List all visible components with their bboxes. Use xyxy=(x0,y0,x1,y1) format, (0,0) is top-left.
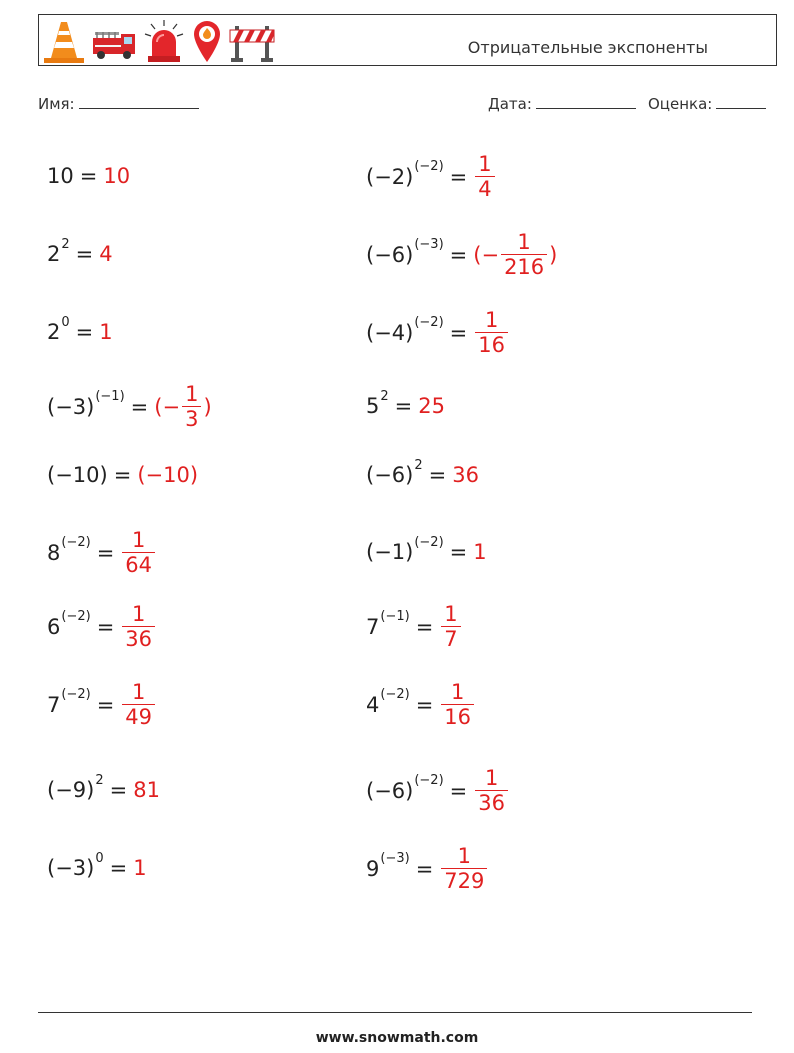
answer-fraction xyxy=(475,766,508,815)
answer-fraction xyxy=(182,382,201,431)
footer-divider xyxy=(38,1012,752,1013)
problem-left-8 xyxy=(47,680,157,729)
fraction-numerator: 1 xyxy=(444,602,458,626)
worksheet-header xyxy=(38,14,777,66)
problem-right-1 xyxy=(366,152,497,201)
siren-icon xyxy=(143,18,185,64)
equals-sign: = xyxy=(109,778,128,802)
equals-sign: = xyxy=(109,856,128,880)
answer-fraction xyxy=(122,528,155,577)
equals-sign: = xyxy=(415,692,434,717)
problem-right-3 xyxy=(366,308,510,357)
problem-answer xyxy=(120,602,157,651)
problem-exponent: (−2) xyxy=(61,687,91,702)
answer-fraction xyxy=(122,602,155,651)
problem-base: (−4) xyxy=(366,320,414,345)
grade-field xyxy=(648,94,766,113)
answer-value: 4 xyxy=(99,242,113,266)
fraction-denominator: 7 xyxy=(441,626,460,651)
problem-exponent: (−1) xyxy=(380,609,410,624)
problem-left-10 xyxy=(47,850,147,880)
equals-sign: = xyxy=(428,463,447,487)
fraction-denominator: 16 xyxy=(441,704,474,729)
problem-exponent: (−2) xyxy=(414,773,444,788)
equals-sign: = xyxy=(96,692,115,717)
answer-value: 25 xyxy=(418,394,445,418)
equals-sign: = xyxy=(394,394,413,418)
problem-answer xyxy=(473,230,557,279)
fraction-numerator: 1 xyxy=(185,382,199,406)
fraction-denominator: 729 xyxy=(441,868,487,893)
date-label: Дата: xyxy=(488,95,532,113)
problem-exponent: (−3) xyxy=(414,237,444,252)
answer-suffix: ) xyxy=(549,242,558,267)
problem-answer xyxy=(133,778,160,802)
answer-value: 1 xyxy=(99,320,113,344)
fraction-denominator: 49 xyxy=(122,704,155,729)
answer-prefix: (− xyxy=(154,394,181,419)
problem-base: 5 xyxy=(366,394,380,418)
fire-location-pin-icon xyxy=(191,18,223,64)
fraction-denominator: 216 xyxy=(501,254,547,279)
fraction-numerator: 1 xyxy=(484,308,499,332)
problem-exponent: (−2) xyxy=(380,687,410,702)
problem-answer xyxy=(473,152,496,201)
equals-sign: = xyxy=(75,242,94,266)
answer-fraction xyxy=(441,844,487,893)
problem-exponent: (−3) xyxy=(380,851,410,866)
fraction-numerator: 1 xyxy=(517,230,531,254)
grade-blank-line[interactable] xyxy=(716,94,766,109)
problem-base: (−6) xyxy=(366,778,414,803)
problem-base: (−3) xyxy=(47,856,95,880)
fraction-numerator: 1 xyxy=(131,602,146,626)
problem-left-7 xyxy=(47,602,157,651)
problem-answer xyxy=(120,528,157,577)
problem-answer xyxy=(439,602,462,651)
problem-exponent: (−2) xyxy=(61,609,91,624)
problem-left-4 xyxy=(47,382,212,431)
problem-right-4 xyxy=(366,388,445,418)
equals-sign: = xyxy=(79,164,98,188)
fraction-numerator: 1 xyxy=(478,152,492,176)
problem-right-10 xyxy=(366,844,489,893)
answer-fraction xyxy=(501,230,547,279)
problem-base: 2 xyxy=(47,242,61,266)
answer-value: 1 xyxy=(133,856,147,880)
answer-fraction xyxy=(441,680,474,729)
problem-exponent: (−2) xyxy=(414,534,444,550)
name-field xyxy=(38,94,199,113)
problem-answer xyxy=(120,680,157,729)
problem-base: (−6) xyxy=(366,463,414,487)
problem-right-7 xyxy=(366,602,463,651)
fraction-denominator: 16 xyxy=(475,332,508,357)
problem-exponent: (−2) xyxy=(414,159,444,174)
problem-base: 7 xyxy=(366,614,380,639)
problem-answer xyxy=(439,844,489,893)
grade-label: Оценка: xyxy=(648,95,713,113)
fraction-numerator: 1 xyxy=(457,844,472,868)
fraction-numerator: 1 xyxy=(131,528,146,552)
equals-sign: = xyxy=(96,614,115,639)
equals-sign: = xyxy=(449,540,468,564)
answer-value: 10 xyxy=(103,164,131,188)
road-barrier-icon xyxy=(229,18,275,64)
name-label: Имя: xyxy=(38,95,75,113)
problem-right-2 xyxy=(366,230,557,279)
answer-fraction xyxy=(475,308,508,357)
problem-answer xyxy=(133,856,146,880)
fraction-numerator: 1 xyxy=(131,680,146,704)
problem-base: (−10) xyxy=(47,463,108,487)
equals-sign: = xyxy=(449,242,468,267)
date-field xyxy=(488,94,636,113)
answer-suffix: ) xyxy=(203,394,212,419)
answer-value: 36 xyxy=(452,463,479,487)
problem-base: (−1) xyxy=(366,540,414,564)
problem-exponent: 2 xyxy=(414,457,423,473)
problem-left-2 xyxy=(47,236,113,266)
fire-truck-icon xyxy=(91,18,137,64)
problem-right-5 xyxy=(366,457,479,487)
problem-answer xyxy=(99,320,112,344)
date-blank-line[interactable] xyxy=(536,94,636,109)
problem-base: (−6) xyxy=(366,242,414,267)
answer-fraction xyxy=(441,602,460,651)
problem-answer xyxy=(103,164,130,188)
problem-exponent: (−2) xyxy=(61,535,91,550)
problem-base: 7 xyxy=(47,692,61,717)
problem-left-9 xyxy=(47,772,160,802)
fraction-numerator: 1 xyxy=(450,680,465,704)
problem-right-9 xyxy=(366,766,510,815)
problem-base: 9 xyxy=(366,856,380,881)
problem-left-3 xyxy=(47,314,113,344)
problem-base: (−3) xyxy=(47,394,95,419)
equals-sign: = xyxy=(130,394,149,419)
fraction-denominator: 64 xyxy=(122,552,155,577)
problem-answer xyxy=(473,308,510,357)
traffic-cone-icon xyxy=(43,18,85,64)
problem-answer xyxy=(452,463,479,487)
problem-exponent: 0 xyxy=(61,314,70,330)
worksheet-title: Отрицательные экспоненты xyxy=(467,38,708,57)
equals-sign: = xyxy=(415,856,434,881)
problem-exponent: 2 xyxy=(61,236,70,252)
problem-exponent: (−2) xyxy=(414,315,444,330)
problem-exponent: 2 xyxy=(95,772,104,788)
answer-fraction xyxy=(122,680,155,729)
equals-sign: = xyxy=(113,463,132,487)
equals-sign: = xyxy=(75,320,94,344)
problem-answer xyxy=(439,680,476,729)
problem-exponent: (−1) xyxy=(95,389,125,404)
equals-sign: = xyxy=(449,320,468,345)
footer-url: www.snowmath.com xyxy=(315,1030,479,1046)
problem-right-8 xyxy=(366,680,476,729)
fraction-denominator: 3 xyxy=(182,406,201,431)
fraction-denominator: 36 xyxy=(122,626,155,651)
problem-exponent: 2 xyxy=(380,388,389,404)
fraction-denominator: 36 xyxy=(475,790,508,815)
problem-base: 8 xyxy=(47,540,61,565)
problem-answer xyxy=(99,242,112,266)
header-icons xyxy=(43,18,275,64)
answer-value: (−10) xyxy=(137,463,199,487)
problem-base: (−9) xyxy=(47,778,95,802)
problem-answer xyxy=(473,766,510,815)
problem-base: 2 xyxy=(47,320,61,344)
fraction-denominator: 4 xyxy=(475,176,494,201)
problem-answer xyxy=(154,382,211,431)
problem-exponent: 0 xyxy=(95,850,104,866)
problem-answer xyxy=(418,394,445,418)
answer-fraction xyxy=(475,152,494,201)
fraction-numerator: 1 xyxy=(484,766,499,790)
problem-right-6 xyxy=(366,534,487,564)
equals-sign: = xyxy=(96,540,115,565)
problem-base: 6 xyxy=(47,614,61,639)
problem-left-5 xyxy=(47,463,198,487)
problem-base: 4 xyxy=(366,692,380,717)
name-blank-line[interactable] xyxy=(79,94,199,109)
problem-answer xyxy=(473,540,486,564)
equals-sign: = xyxy=(415,614,434,639)
problem-answer xyxy=(137,463,198,487)
equals-sign: = xyxy=(449,164,468,189)
problem-base: (−2) xyxy=(366,164,414,189)
problem-left-6 xyxy=(47,528,157,577)
problem-left-1 xyxy=(47,164,130,188)
problem-base: 10 xyxy=(47,164,74,188)
answer-value: 81 xyxy=(133,778,160,802)
answer-prefix: (− xyxy=(473,242,500,267)
answer-value: 1 xyxy=(473,540,487,564)
equals-sign: = xyxy=(449,778,468,803)
